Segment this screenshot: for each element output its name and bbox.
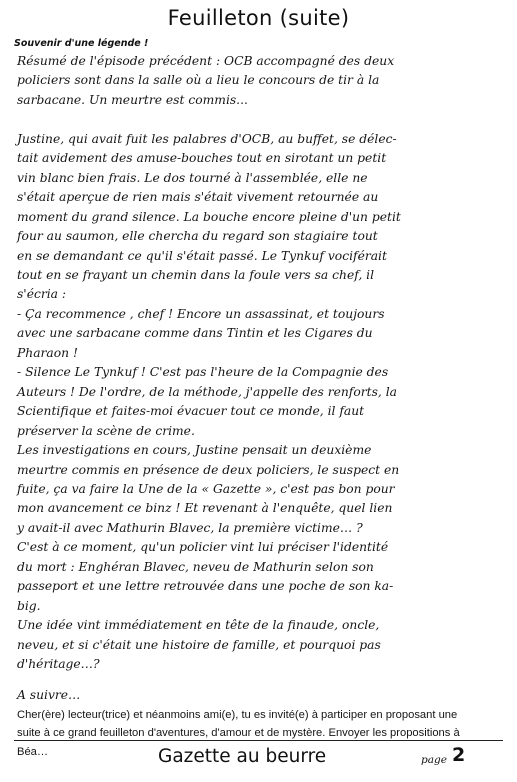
text-line: tait avidement des amuse-bouches tout en sirotant un petit: [17, 151, 387, 166]
footer-divider: [14, 740, 503, 741]
text-line: s'était aperçue de rien mais s'était vivement retournée au: [17, 190, 379, 205]
section-subtitle: Souvenir d'une légende !: [14, 38, 149, 49]
dialogue-line: avec une sarbacane comme dans Tintin et les Cigares du: [17, 326, 373, 341]
paragraph-spacer: [17, 674, 507, 686]
dialogue-line: - Silence Le Tynkuf ! C'est pas l'heure de la Compagnie des: [17, 365, 389, 380]
page-title: Feuilleton (suite): [167, 6, 350, 30]
text-line: meurtre commis en présence de deux policiers, le suspect en: [17, 462, 400, 477]
page-label: page: [421, 754, 447, 766]
text-line: tout en se frayant un chemin dans la foule vers sa chef, il: [17, 267, 375, 282]
dialogue-line: Pharaon !: [17, 345, 78, 360]
text-line: vin blanc bien frais. Le dos tourné à l'assemblée, elle ne: [17, 170, 368, 185]
text-line: fuite, ça va faire la Une de la « Gazette », c'est pas bon pour: [17, 481, 395, 496]
dialogue-line: Auteurs ! De l'ordre, de la méthode, j'appelle des renforts, la: [17, 384, 397, 399]
text-line: Les investigations en cours, Justine pensait un deuxième: [17, 443, 372, 458]
article-body: [17, 52, 507, 761]
text-line: mon avancement ce binz ! Et revenant à l'enquête, quel lien: [17, 501, 393, 516]
text-line: policiers sont dans la salle où a lieu le concours de tir à la: [17, 73, 380, 88]
text-line: d'héritage…?: [17, 657, 100, 672]
text-line: Une idée vint immédiatement en tête de la finaude, oncle,: [17, 618, 380, 633]
text-line: Béa…: [17, 745, 49, 758]
text-line: passeport et une lettre retrouvée dans une poche de son ka-: [17, 579, 394, 594]
text-line: sarbacane. Un meurtre est commis...: [17, 92, 248, 107]
recap-paragraph: [17, 52, 507, 110]
text-line: s'écria :: [17, 287, 67, 302]
text-line: moment du grand silence. La bouche encore pleine d'un petit: [17, 209, 401, 224]
page-number: 2: [452, 744, 466, 766]
text-line: Cher(ère) lecteur(trice) et néanmoins ami(e), tu es invité(e) à participer en proposant une: [17, 708, 458, 721]
dialogue-line: - Ça recommence , chef ! Encore un assassinat, et toujours: [17, 306, 385, 321]
story-paragraph: [17, 130, 507, 675]
dialogue-line: préserver la scène de crime.: [17, 423, 195, 438]
text-line: big.: [17, 598, 41, 613]
to-be-continued: A suivre…: [17, 688, 81, 703]
text-line: Justine, qui avait fuit les palabres d'OCB, au buffet, se délec-: [17, 131, 397, 146]
text-line: suite à ce grand feuilleton d'aventures, d'amour et de mystère. Envoyer les propositions à: [17, 727, 460, 740]
text-line: four au saumon, elle chercha du regard son stagiaire tout: [17, 229, 378, 244]
text-line: C'est à ce moment, qu'un policier vint lui préciser l'identité: [17, 540, 389, 555]
text-line: neveu, et si c'était une histoire de famille, et pourquoi pas: [17, 637, 381, 652]
text-line: en se demandant ce qu'il s'était passé. Le Tynkuf vociférait: [17, 248, 387, 263]
publication-name: Gazette au beurre: [158, 746, 327, 767]
text-line: y avait-il avec Mathurin Blavec, la première victime… ?: [17, 520, 363, 535]
dialogue-line: Scientifique et faites-moi évacuer tout ce monde, il faut: [17, 404, 365, 419]
text-line: Résumé de l'épisode précédent : OCB accompagné des deux: [17, 54, 395, 68]
paragraph-spacer: [17, 110, 507, 129]
text-line: du mort : Enghéran Blavec, neveu de Mathurin selon son: [17, 559, 374, 574]
